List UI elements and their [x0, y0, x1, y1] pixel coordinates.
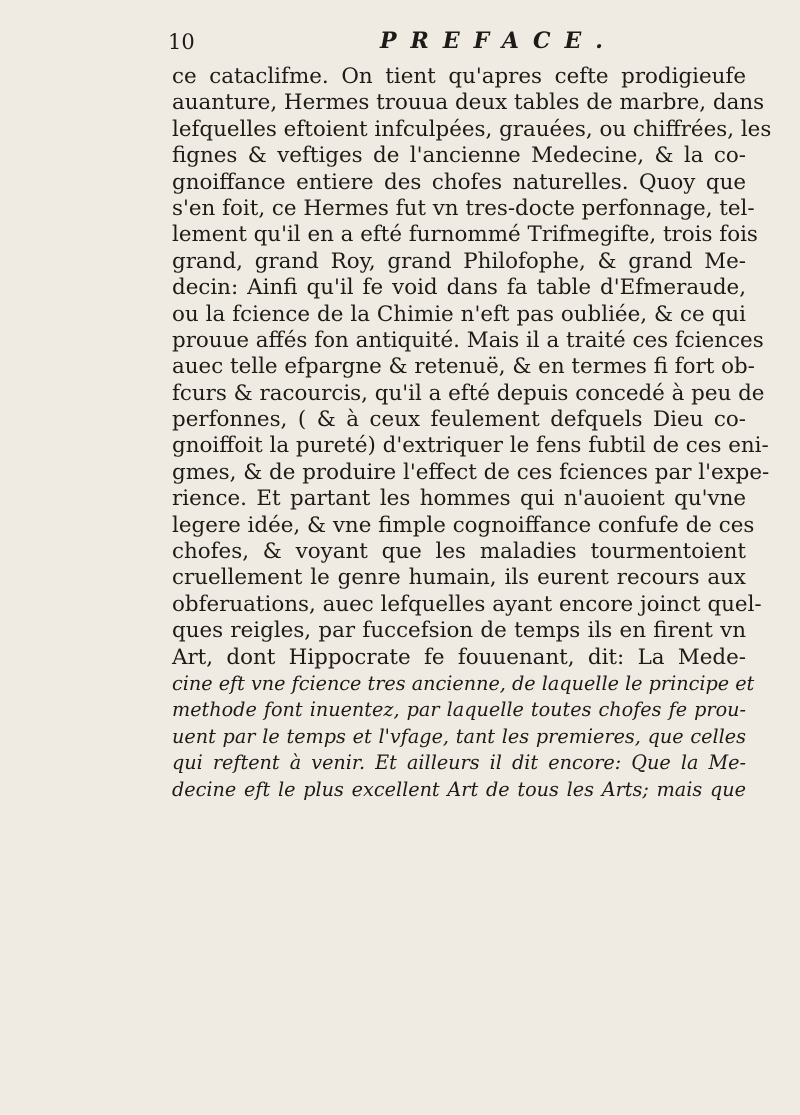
italic-text-line: decine eft le plus excellent Art de tous les Arts; mais que — [172, 777, 746, 801]
text-line: decin: Ainfi qu'il fe void dans fa table d'Efmeraude, — [172, 275, 746, 301]
text-line: gnoiffoit la pureté) d'extriquer le fens fubtil de ces eni- — [172, 433, 769, 459]
text-line: gmes, & de produire l'effect de ces fciences par l'expe- — [172, 459, 770, 485]
text-line: ou la fcience de la Chimie n'eft pas oubliée, & ce qui — [172, 301, 746, 327]
text-line: auec telle efpargne & retenuë, & en termes fi fort ob- — [172, 354, 755, 380]
text-line: prouue affés fon antiquité. Mais il a traité ces fciences — [172, 327, 764, 353]
text-line: s'en foit, ce Hermes fut vn tres-docte perfonnage, tel- — [172, 195, 755, 221]
italic-text-line: methode font inuentez, par laquelle toutes chofes fe prou- — [172, 698, 746, 722]
body-text — [172, 64, 772, 803]
text-line: ce cataclifme. On tient qu'apres cefte prodigieufe — [172, 64, 746, 89]
running-title: PREFACE. — [380, 28, 617, 54]
text-line: auanture, Hermes trouua deux tables de marbre, dans — [172, 90, 765, 116]
italic-text-line: qui reftent à venir. Et ailleurs il dit encore: Que la Me- — [172, 751, 746, 775]
text-line: ques reigles, par fuccefsion de temps ils en firent vn — [172, 618, 746, 644]
text-line: grand, grand Roy, grand Philofophe, & grand Me- — [172, 248, 746, 274]
text-line: cruellement le genre humain, ils eurent recours aux — [172, 565, 746, 591]
text-line: chofes, & voyant que les maladies tourmentoient — [172, 539, 746, 565]
text-line: Art, dont Hippocrate fe fouuenant, dit: La Mede- — [172, 644, 746, 670]
text-line: obferuations, auec lefquelles ayant encore joinct quel- — [172, 591, 762, 617]
page-header — [0, 30, 800, 60]
text-line: fignes & veftiges de l'ancienne Medecine, & la co- — [172, 143, 746, 169]
text-line: perfonnes, ( & à ceux feulement defquels Dieu co- — [172, 407, 746, 433]
text-line: gnoiffance entiere des chofes naturelles. Quoy que — [172, 169, 746, 195]
text-line: fcurs & racourcis, qu'il a efté depuis concedé à peu de — [172, 380, 765, 406]
italic-text-line: cine eft vne fcience tres ancienne, de laquelle le principe et — [172, 671, 755, 695]
page-number: 10 — [168, 30, 195, 54]
text-line: rience. Et partant les hommes qui n'auoient qu'vne — [172, 486, 746, 512]
text-line: legere idée, & vne fimple cognoiffance confufe de ces — [172, 512, 755, 538]
italic-text-line: uent par le temps et l'vfage, tant les premieres, que celles — [172, 724, 746, 748]
text-line: lement qu'il en a efté furnommé Trifmegifte, trois fois — [172, 222, 758, 248]
text-line: lefquelles eftoient infculpées, grauées, ou chiffrées, les — [172, 116, 772, 142]
